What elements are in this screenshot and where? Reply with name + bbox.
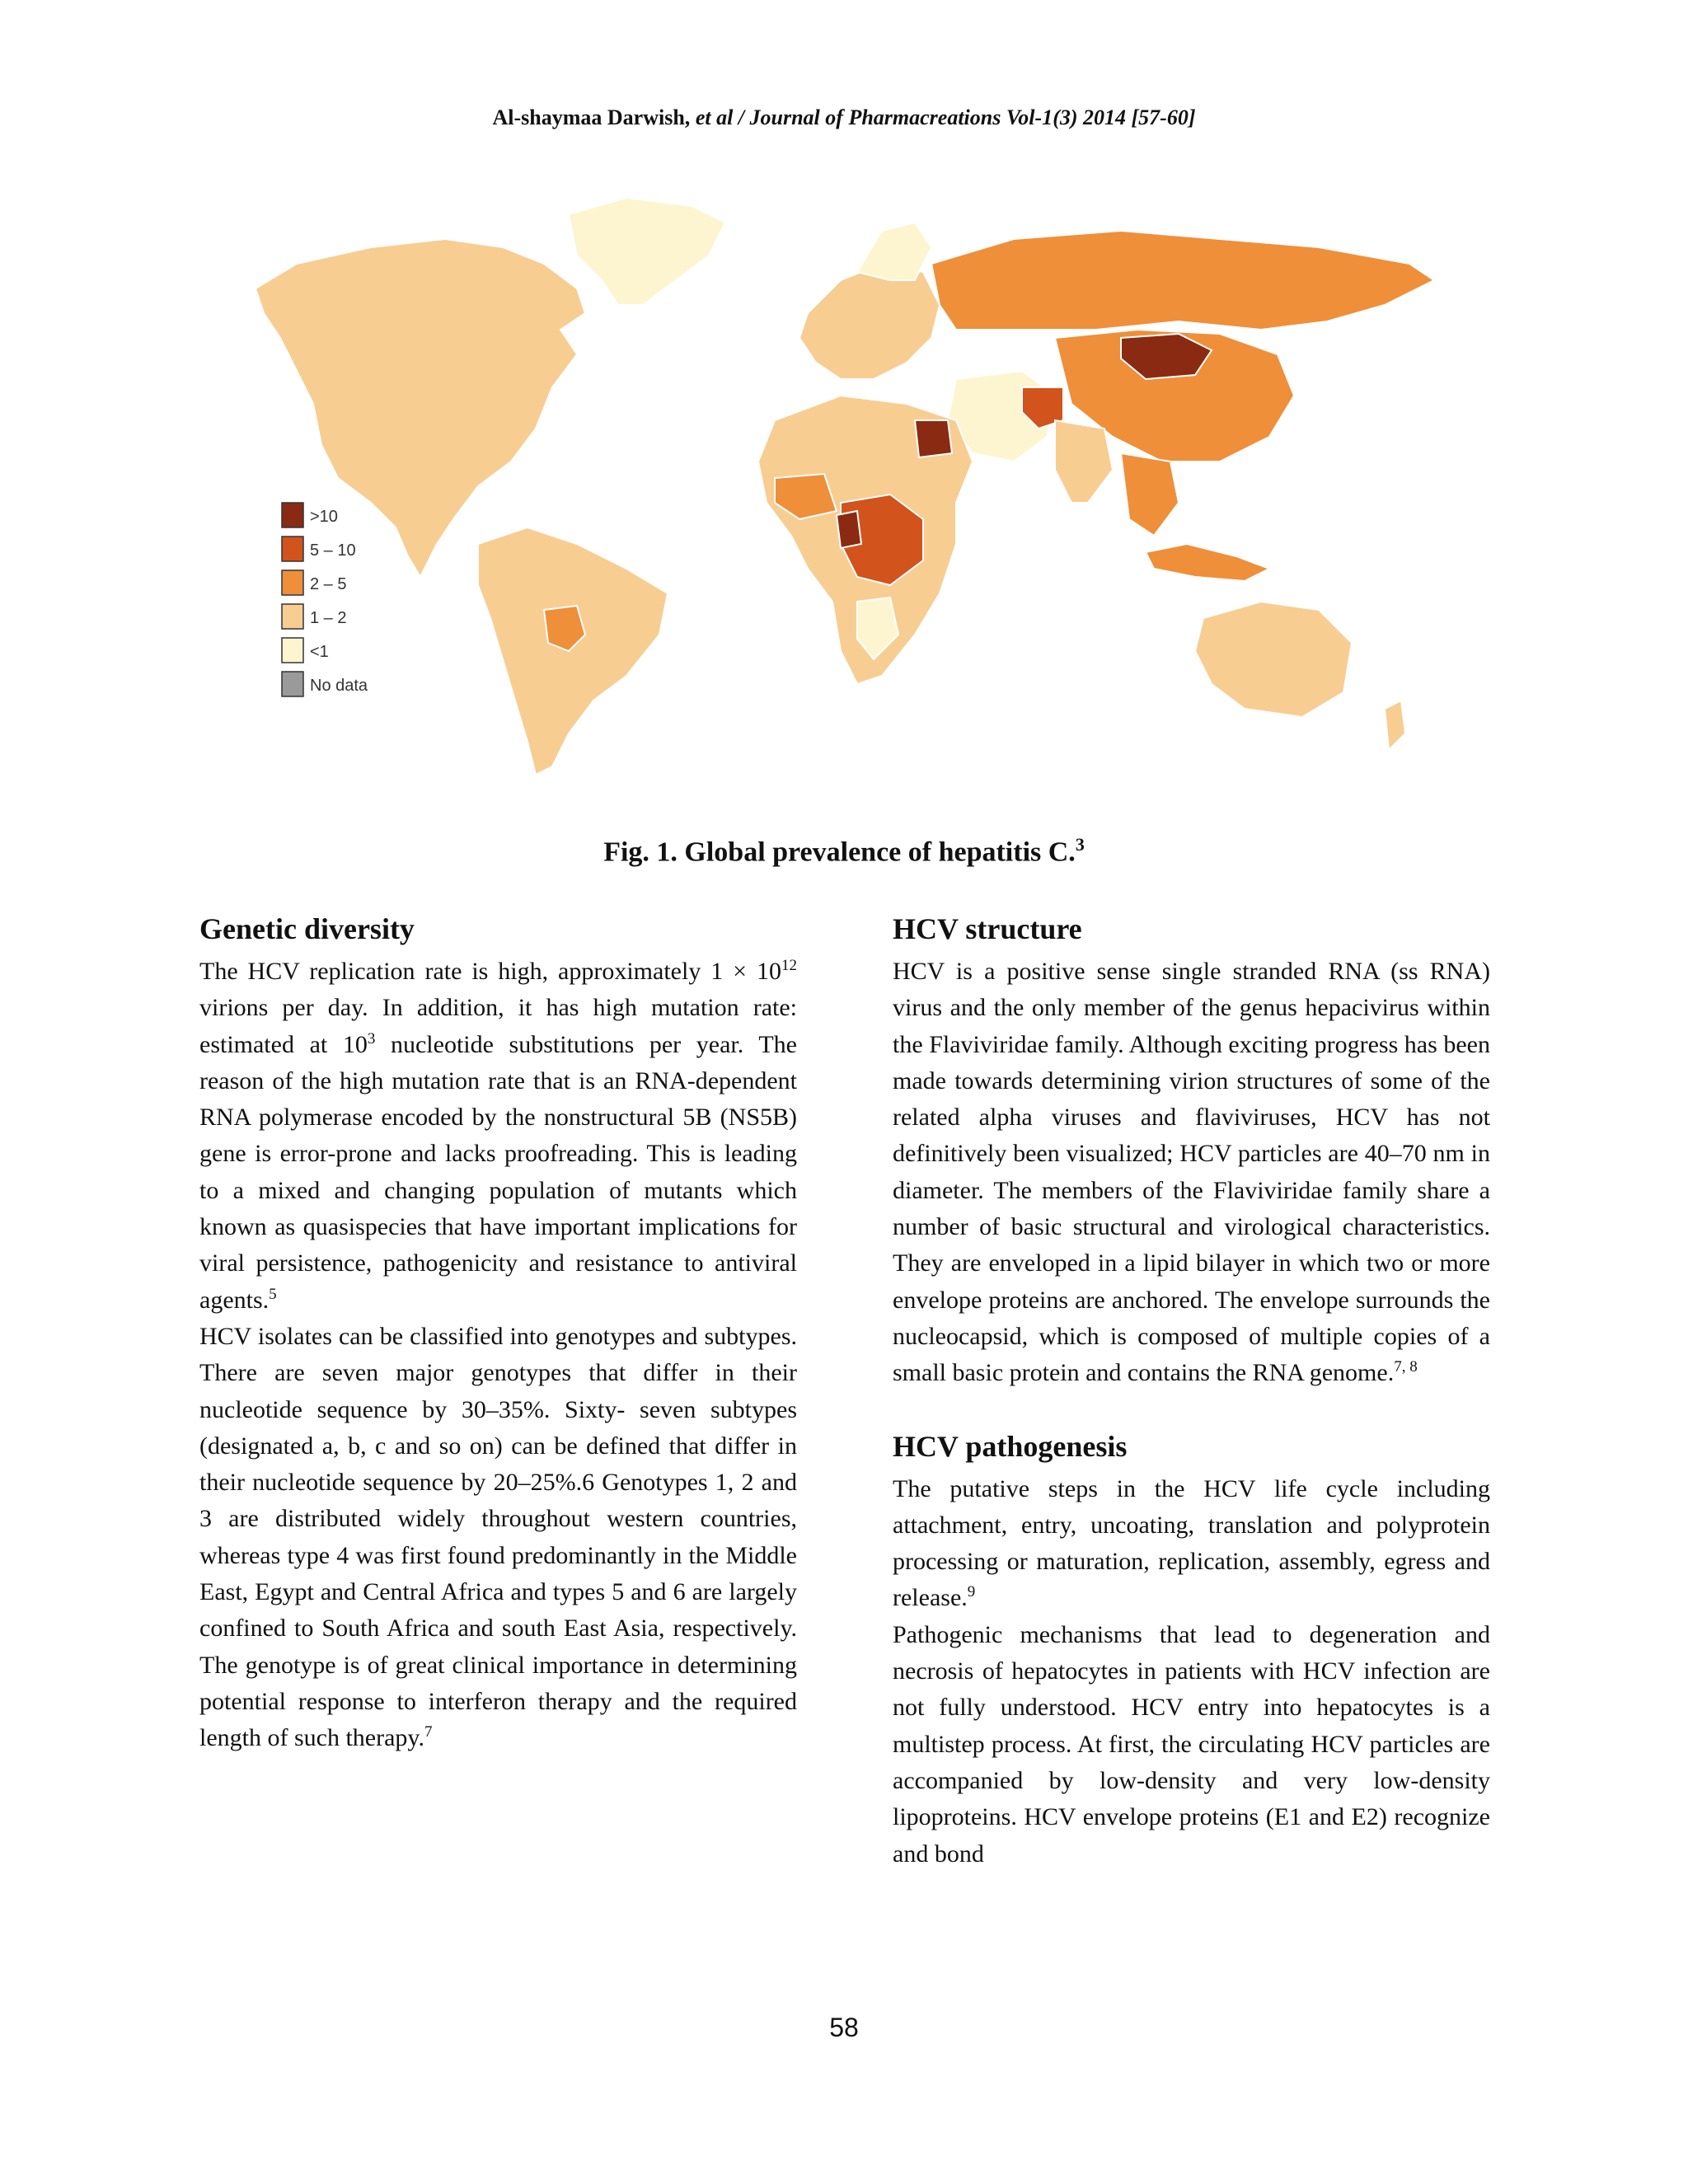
map-north-america xyxy=(256,239,585,577)
map-indonesia xyxy=(1146,544,1269,581)
map-australia xyxy=(1195,602,1352,717)
paragraph-hcv-pathogenesis-1: The putative steps in the HCV life cycle including attachment, entry, uncoating, translation and polyprotein processing or maturation, replication, assembly, egress and release.$^9$ xyxy=(893,1474,1490,1612)
map-new-zealand xyxy=(1385,701,1405,750)
heading-genetic-diversity: Genetic diversity xyxy=(199,912,415,945)
legend-label-2-5: 2 – 5 xyxy=(310,575,347,593)
legend-swatch-lt1 xyxy=(282,638,303,663)
left-column xyxy=(199,911,797,1757)
page-number: 58 xyxy=(829,2013,859,2042)
legend-swatch-gt10 xyxy=(282,503,303,527)
legend-label-1-2: 1 – 2 xyxy=(310,609,347,627)
map-south-america xyxy=(478,527,668,775)
legend-swatch-2-5 xyxy=(282,570,303,595)
map-europe xyxy=(799,264,940,379)
paragraph-hcv-pathogenesis-2: Pathogenic mechanisms that lead to degeneration and necrosis of hepatocytes in patients with HCV infection are not fully understood. HCV entry into hepatocytes is a multistep process. At first, the circulating HCV particles are accompanied by low-density and very low-density lipoproteins. HCV envelope proteins (E1 and E2) recognize and bond xyxy=(893,1620,1490,1868)
heading-hcv-structure: HCV structure xyxy=(893,912,1082,945)
legend-swatch-no-data xyxy=(282,672,303,696)
paragraph-hcv-structure: HCV is a positive sense single stranded RNA (ss RNA) virus and the only member of the genus hepacivirus within the Flaviviridae family. Although exciting progress has been made towards determining virion structures of some of the related alpha viruses and flaviviruses, HCV has not definitively been visualized; HCV particles are 40–70 nm in diameter. The members of the Flaviviridae family share a number of basic structural and virological characteristics. They are enveloped in a lipid bilayer in which two or more envelope proteins are anchored. The envelope surrounds the nucleocapsid, which is composed of multiple copies of a small basic protein and contains the RNA genome.$^{7, 8}$ xyxy=(893,958,1490,1387)
world-map xyxy=(231,190,1467,783)
legend-swatch-5-10 xyxy=(282,537,303,561)
legend-label-5-10: 5 – 10 xyxy=(310,541,356,560)
map-cameroon xyxy=(837,511,861,548)
map-russia xyxy=(931,231,1434,330)
running-head-author: Al-shaymaa Darwish, xyxy=(492,105,691,129)
running-head-journal: et al / Journal of Pharmacreations Vol-1(3) 2014 [57-60] xyxy=(695,105,1196,129)
map-se-asia xyxy=(1121,453,1179,536)
map-egypt xyxy=(915,420,952,457)
world-map-figure xyxy=(231,190,1467,783)
legend-label-lt1: <1 xyxy=(310,643,329,661)
map-india xyxy=(1055,420,1113,503)
map-legend xyxy=(282,503,368,696)
map-greenland xyxy=(569,198,725,305)
legend-label-no-data: No data xyxy=(310,677,368,695)
figure-caption-ref: 3 xyxy=(1075,834,1085,855)
running-head xyxy=(0,105,1688,130)
figure-caption xyxy=(0,834,1688,868)
figure-caption-text: Fig. 1. Global prevalence of hepatitis C. xyxy=(603,837,1076,868)
heading-hcv-pathogenesis: HCV pathogenesis xyxy=(893,1429,1128,1463)
paragraph-genetic-diversity-1: The HCV replication rate is high, approximately $1 \times 10^{12}$ virions per day. In addition, it has high mutation rate: estimated at $10^3$ nucleotide substitutions per year. The reason of the high mutation rate that is an RNA-dependent RNA polymerase encoded by the nonstructural 5B (NS5B) gene is error-prone and lacks proofreading. This is leading to a mixed and changing population of mutants which known as quasispecies that have important implications for viral persistence, pathogenicity and resistance to antiviral agents.$^5$ xyxy=(199,957,797,1314)
paragraph-genetic-diversity-2: HCV isolates can be classified into genotypes and subtypes. There are seven major genotypes that differ in their nucleotide sequence by 30–35%. Sixty- seven subtypes (designated a, b, c and so on) can be defined that differ in their nucleotide sequence by 20–25%.6 Genotypes 1, 2 and 3 are distributed widely throughout western countries, whereas type 4 was first found predominantly in the Middle East, Egypt and Central Africa and types 5 and 6 are largely confined to South Africa and south East Asia, respectively. The genotype is of great clinical importance in determining potential response to interferon therapy and the required length of such therapy.$^7$ xyxy=(199,1322,797,1752)
legend-label-gt10: >10 xyxy=(310,508,338,526)
legend-swatch-1-2 xyxy=(282,604,303,629)
right-column xyxy=(893,911,1490,1872)
